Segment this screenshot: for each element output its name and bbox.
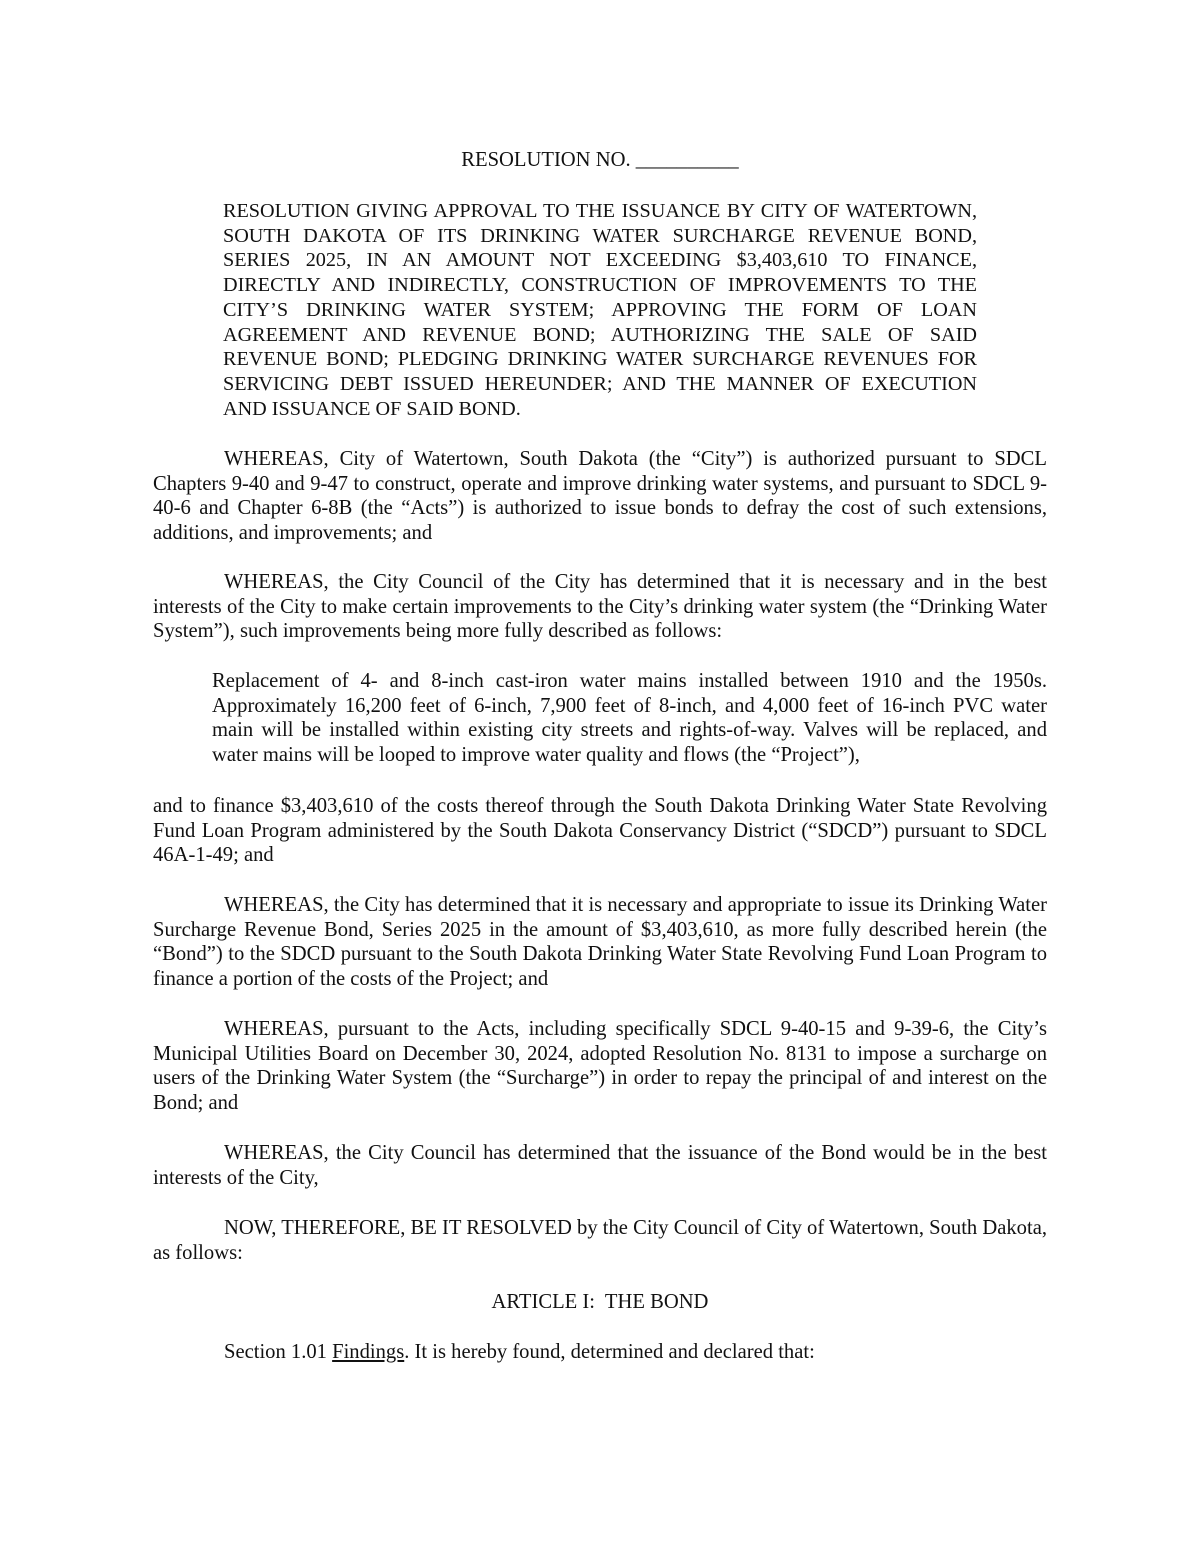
- resolution-title: RESOLUTION NO. __________: [461, 149, 739, 171]
- section-text: . It is hereby found, determined and declared that:: [404, 1341, 815, 1363]
- section-1-01: [224, 1340, 815, 1365]
- section-number: Section 1.01: [224, 1341, 327, 1363]
- whereas-paragraph-authority: WHEREAS, City of Watertown, South Dakota (the “City”) is authorized pursuant to SDCL Chapters 9-40 and 9-47 to construct, operate and improve drinking water systems, and pursuant to SDCL 9-40-6 and Chapter 6-8B (the “Acts”) is authorized to issue bonds to defray the cost of such extensions, additions, and improvements; and: [153, 448, 1047, 545]
- article-heading: ARTICLE I: THE BOND: [491, 1291, 709, 1313]
- whereas-paragraph-surcharge: WHEREAS, pursuant to the Acts, including specifically SDCL 9-40-15 and 9-39-6, the City’s Municipal Utilities Board on December 30, 2024, adopted Resolution No. 8131 to impose a surcharge on users of the Drinking Water System (the “Surcharge”) in order to repay the principal of and interest on the Bond; and: [153, 1018, 1047, 1115]
- project-description: Replacement of 4- and 8-inch cast-iron water mains installed between 1910 and the 1950s. Approximately 16,200 feet of 6-inch, 7,900 feet of 8-inch, and 4,000 feet of 16-inch PVC water main will be installed within existing city streets and rights-of-way. Valves will be replaced, and water mains will be looped to improve water quality and flows (the “Project”),: [212, 670, 1047, 767]
- section-title: Findings: [332, 1341, 405, 1363]
- resolved-clause: NOW, THEREFORE, BE IT RESOLVED by the City Council of City of Watertown, South Dakota, as follows:: [153, 1217, 1047, 1264]
- resolution-caption: RESOLUTION GIVING APPROVAL TO THE ISSUANCE BY CITY OF WATERTOWN, SOUTH DAKOTA OF ITS DRINKING WATER SURCHARGE REVENUE BOND, SERIES 2025, IN AN AMOUNT NOT EXCEEDING $3,403,610 TO FINANCE, DIRECTLY AND INDIRECTLY, CONSTRUCTION OF IMPROVEMENTS TO THE CITY’S DRINKING WATER SYSTEM; APPROVING THE FORM OF LOAN AGREEMENT AND REVENUE BOND; AUTHORIZING THE SALE OF SAID REVENUE BOND; PLEDGING DRINKING WATER SURCHARGE REVENUES FOR SERVICING DEBT ISSUED HEREUNDER; AND THE MANNER OF EXECUTION AND ISSUANCE OF SAID BOND.: [223, 200, 977, 420]
- finance-clause: and to finance $3,403,610 of the costs thereof through the South Dakota Drinking Water State Revolving Fund Loan Program administered by the South Dakota Conservancy District (“SDCD”) pursuant to SDCL 46A-1-49; and: [153, 795, 1047, 867]
- whereas-paragraph-improvements: WHEREAS, the City Council of the City has determined that it is necessary and in the best interests of the City to make certain improvements to the City’s drinking water system (the “Drinking Water System”), such improvements being more fully described as follows:: [153, 571, 1047, 643]
- whereas-paragraph-best-interests: WHEREAS, the City Council has determined that the issuance of the Bond would be in the best interests of the City,: [153, 1142, 1047, 1189]
- whereas-paragraph-bond: WHEREAS, the City has determined that it is necessary and appropriate to issue its Drinking Water Surcharge Revenue Bond, Series 2025 in the amount of $3,403,610, as more fully described herein (the “Bond”) to the SDCD pursuant to the South Dakota Drinking Water State Revolving Fund Loan Program to finance a portion of the costs of the Project; and: [153, 894, 1047, 991]
